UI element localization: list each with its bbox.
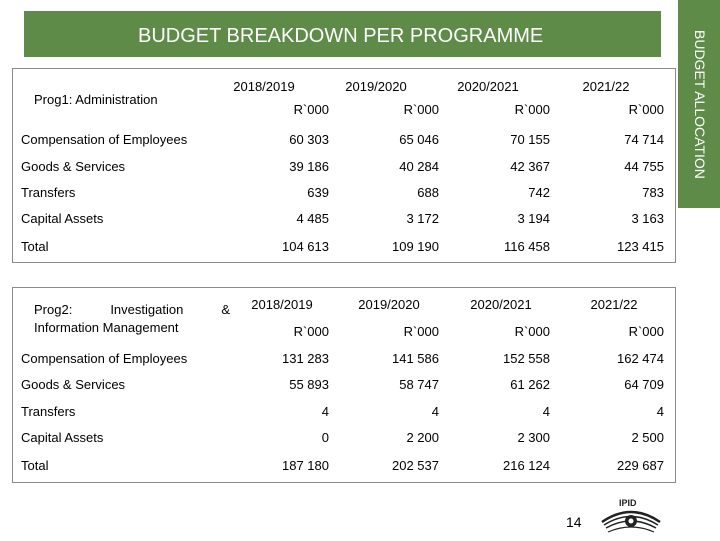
row-label: Goods & Services	[21, 159, 126, 174]
year-header: 2019/2020	[358, 297, 420, 312]
row-label: Transfers	[21, 185, 76, 200]
row-label-total: Total	[21, 239, 49, 254]
total-value: 109 190	[392, 239, 439, 254]
total-value: 123 415	[617, 239, 664, 254]
cell-value: 70 155	[510, 132, 550, 147]
cell-value: 152 558	[503, 351, 550, 366]
unit-header: R`000	[628, 324, 664, 339]
total-value: 187 180	[282, 458, 329, 473]
cell-value: 4	[431, 404, 439, 419]
cell-value: 61 262	[510, 377, 550, 392]
ipid-logo	[596, 496, 666, 541]
unit-header: R`000	[514, 102, 550, 117]
page-title: BUDGET BREAKDOWN PER PROGRAMME	[138, 25, 544, 47]
cell-value: 141 586	[392, 351, 439, 366]
total-value: 202 537	[392, 458, 439, 473]
cell-value: 64 709	[624, 377, 664, 392]
cell-value: 55 893	[289, 377, 329, 392]
budget-table-prog1	[12, 68, 676, 263]
row-label: Compensation of Employees	[21, 132, 188, 147]
year-header: 2020/2021	[457, 79, 519, 94]
cell-value: 44 755	[624, 159, 664, 174]
cell-value: 42 367	[510, 159, 550, 174]
cell-value: 4	[656, 404, 664, 419]
row-label-total: Total	[21, 458, 49, 473]
year-header: 2021/22	[582, 79, 630, 94]
cell-value: 3 172	[406, 211, 439, 226]
cell-value: 4 485	[296, 211, 329, 226]
programme-title-part: Information Management	[34, 320, 179, 335]
total-value: 216 124	[503, 458, 550, 473]
cell-value: 3 163	[631, 211, 664, 226]
total-value: 116 458	[503, 239, 550, 254]
unit-header: R`000	[403, 102, 439, 117]
cell-value: 39 186	[289, 159, 329, 174]
total-value: 229 687	[617, 458, 664, 473]
cell-value: 783	[642, 185, 664, 200]
cell-value: 65 046	[399, 132, 439, 147]
cell-value: 40 284	[399, 159, 439, 174]
programme-title: Prog1: Administration	[34, 92, 158, 107]
year-header: 2021/22	[590, 297, 638, 312]
programme-title-part: &	[221, 302, 230, 317]
cell-value: 60 303	[289, 132, 329, 147]
programme-title-part: Investigation	[110, 302, 184, 317]
year-header: 2019/2020	[345, 79, 407, 94]
cell-value: 131 283	[282, 351, 329, 366]
cell-value: 639	[307, 185, 329, 200]
row-label: Transfers	[21, 404, 76, 419]
row-label: Capital Assets	[21, 211, 104, 226]
cell-value: 58 747	[399, 377, 439, 392]
year-header: 2020/2021	[470, 297, 532, 312]
row-label: Goods & Services	[21, 377, 126, 392]
eye-logo-icon	[596, 496, 666, 536]
row-label: Compensation of Employees	[21, 351, 188, 366]
cell-value: 162 474	[617, 351, 664, 366]
unit-header: R`000	[514, 324, 550, 339]
total-value: 104 613	[282, 239, 329, 254]
budget-table-prog2	[12, 287, 676, 483]
row-label: Capital Assets	[21, 430, 104, 445]
programme-title-part: Prog2:	[34, 302, 73, 317]
unit-header: R`000	[293, 102, 329, 117]
cell-value: 2 300	[517, 430, 550, 445]
year-header: 2018/2019	[251, 297, 313, 312]
year-header: 2018/2019	[233, 79, 295, 94]
cell-value: 4	[542, 404, 550, 419]
cell-value: 742	[528, 185, 550, 200]
cell-value: 74 714	[624, 132, 664, 147]
logo-text: IPID	[619, 498, 637, 508]
cell-value: 2 500	[631, 430, 664, 445]
cell-value: 0	[321, 430, 329, 445]
unit-header: R`000	[628, 102, 664, 117]
unit-header: R`000	[293, 324, 329, 339]
unit-header: R`000	[403, 324, 439, 339]
cell-value: 4	[321, 404, 329, 419]
programme-title	[34, 301, 230, 337]
page-number: 14	[566, 514, 582, 530]
side-label: BUDGET ALLOCATION	[692, 30, 708, 179]
cell-value: 688	[417, 185, 439, 200]
cell-value: 3 194	[517, 211, 550, 226]
cell-value: 2 200	[406, 430, 439, 445]
